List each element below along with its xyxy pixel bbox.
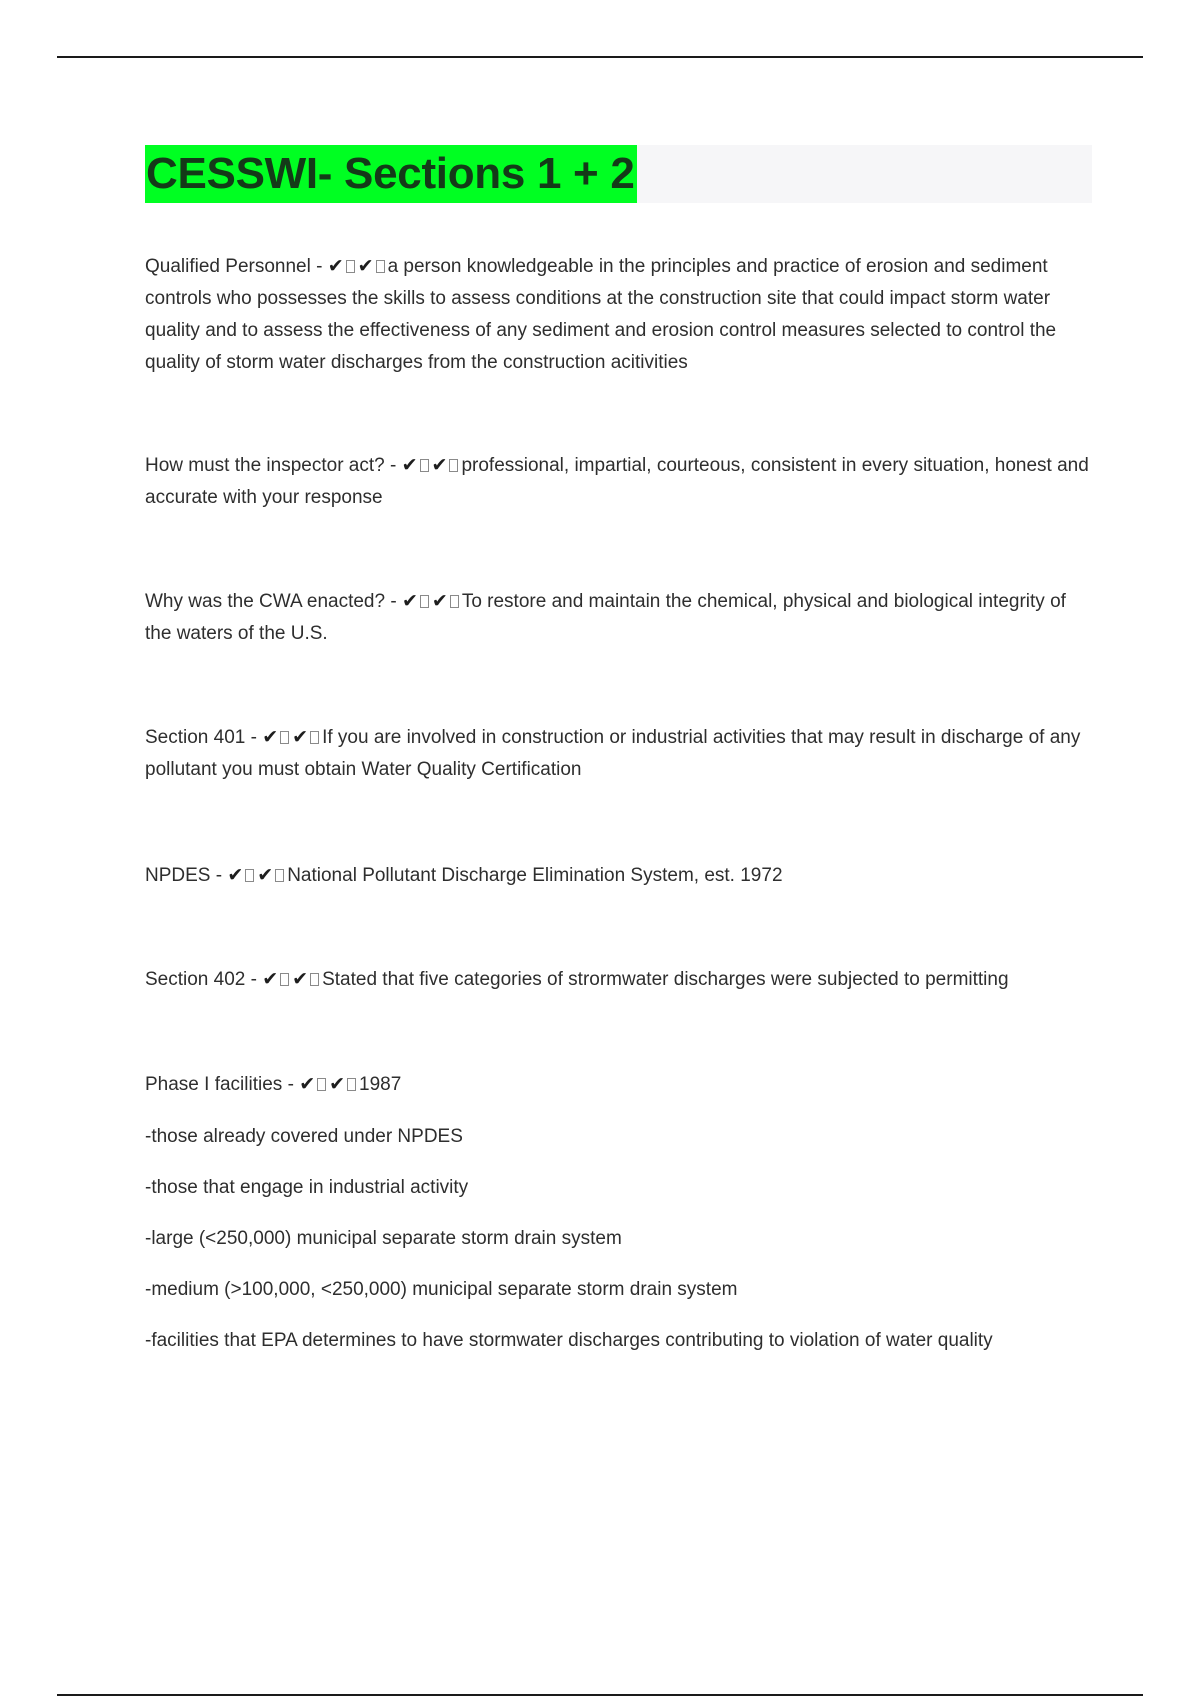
check-marks xyxy=(402,590,462,612)
title-band xyxy=(145,145,1092,203)
answer-text: To restore and maintain the chemical, physical and biological integrity of the waters of the U.S. xyxy=(145,591,1066,644)
missing-glyph-box-icon xyxy=(450,595,459,608)
answer-text: Stated that five categories of strormwater discharges were subjected to permitting xyxy=(322,969,1009,990)
check-icon: ✔ xyxy=(327,255,344,277)
missing-glyph-box-icon xyxy=(420,459,429,472)
top-rule xyxy=(57,56,1143,58)
check-marks xyxy=(227,864,287,886)
answer-text: 1987 xyxy=(359,1074,402,1095)
check-marks xyxy=(402,454,462,476)
check-marks xyxy=(299,1073,359,1095)
question-text: Qualified Personnel xyxy=(145,256,311,277)
missing-glyph-box-icon xyxy=(317,1078,326,1091)
qa-item-inspector-act xyxy=(145,449,1095,514)
question-text: Why was the CWA enacted? xyxy=(145,591,386,612)
list-item: -those already covered under NPDES xyxy=(145,1126,463,1147)
question-text: Phase I facilities xyxy=(145,1074,283,1095)
question-text: Section 401 xyxy=(145,727,246,748)
answer-text: If you are involved in construction or industrial activities that may result in discharge of any pollutant you must obtain Water Quality Certification xyxy=(145,727,1081,780)
missing-glyph-box-icon xyxy=(310,731,319,744)
answer-text: professional, impartial, courteous, consistent in every situation, honest and accurate with your response xyxy=(145,455,1089,508)
check-icon: ✔ xyxy=(262,968,279,990)
check-icon: ✔ xyxy=(292,726,309,748)
bottom-rule xyxy=(57,1694,1143,1696)
list-item: -facilities that EPA determines to have stormwater discharges contributing to violation of water quality xyxy=(145,1330,993,1351)
answer-text: a person knowledgeable in the principles and practice of erosion and sediment controls who possesses the skills to assess conditions at the construction site that could impact storm water quality and to assess the effectiveness of any sediment and erosion control measures selected to control the quality of storm water discharges from the construction acitivities xyxy=(145,256,1057,373)
list-item: -medium (>100,000, <250,000) municipal separate storm drain system xyxy=(145,1279,738,1300)
check-icon: ✔ xyxy=(401,454,418,476)
list-item: -large (<250,000) municipal separate storm drain system xyxy=(145,1228,622,1249)
check-icon: ✔ xyxy=(299,1073,316,1095)
qa-item-section-402 xyxy=(145,963,1095,996)
document-title: CESSWI- Sections 1 + 2 xyxy=(145,145,637,203)
separator: - xyxy=(384,455,402,476)
check-icon: ✔ xyxy=(357,255,374,277)
check-marks xyxy=(328,255,388,277)
check-icon: ✔ xyxy=(227,864,244,886)
missing-glyph-box-icon xyxy=(245,869,254,882)
question-text: Section 402 xyxy=(145,969,246,990)
list-item: -those that engage in industrial activity xyxy=(145,1177,469,1198)
qa-item-phase-1 xyxy=(145,1068,1095,1101)
qa-item-npdes xyxy=(145,859,1095,892)
document-body xyxy=(145,250,1095,1357)
missing-glyph-box-icon xyxy=(346,260,355,273)
missing-glyph-box-icon xyxy=(376,260,385,273)
question-text: NPDES xyxy=(145,865,211,886)
check-icon: ✔ xyxy=(431,454,448,476)
phase-1-list xyxy=(145,1121,1095,1357)
check-icon: ✔ xyxy=(262,726,279,748)
separator: - xyxy=(310,256,328,277)
missing-glyph-box-icon xyxy=(310,973,319,986)
check-icon: ✔ xyxy=(401,590,418,612)
separator: - xyxy=(245,727,263,748)
missing-glyph-box-icon xyxy=(280,973,289,986)
answer-text: National Pollutant Discharge Elimination System, est. 1972 xyxy=(287,865,783,886)
qa-item-cwa-enacted xyxy=(145,585,1095,650)
qa-item-qualified-personnel xyxy=(145,250,1095,379)
separator: - xyxy=(282,1074,300,1095)
missing-glyph-box-icon xyxy=(449,459,458,472)
separator: - xyxy=(245,969,263,990)
check-marks xyxy=(262,968,322,990)
separator: - xyxy=(210,865,228,886)
check-icon: ✔ xyxy=(257,864,274,886)
separator: - xyxy=(385,591,402,612)
qa-item-section-401 xyxy=(145,721,1095,786)
check-icon: ✔ xyxy=(292,968,309,990)
check-marks xyxy=(262,726,322,748)
question-text: How must the inspector act? xyxy=(145,455,385,476)
missing-glyph-box-icon xyxy=(275,869,284,882)
missing-glyph-box-icon xyxy=(347,1078,356,1091)
missing-glyph-box-icon xyxy=(280,731,289,744)
check-icon: ✔ xyxy=(329,1073,346,1095)
check-icon: ✔ xyxy=(431,590,448,612)
missing-glyph-box-icon xyxy=(420,595,429,608)
